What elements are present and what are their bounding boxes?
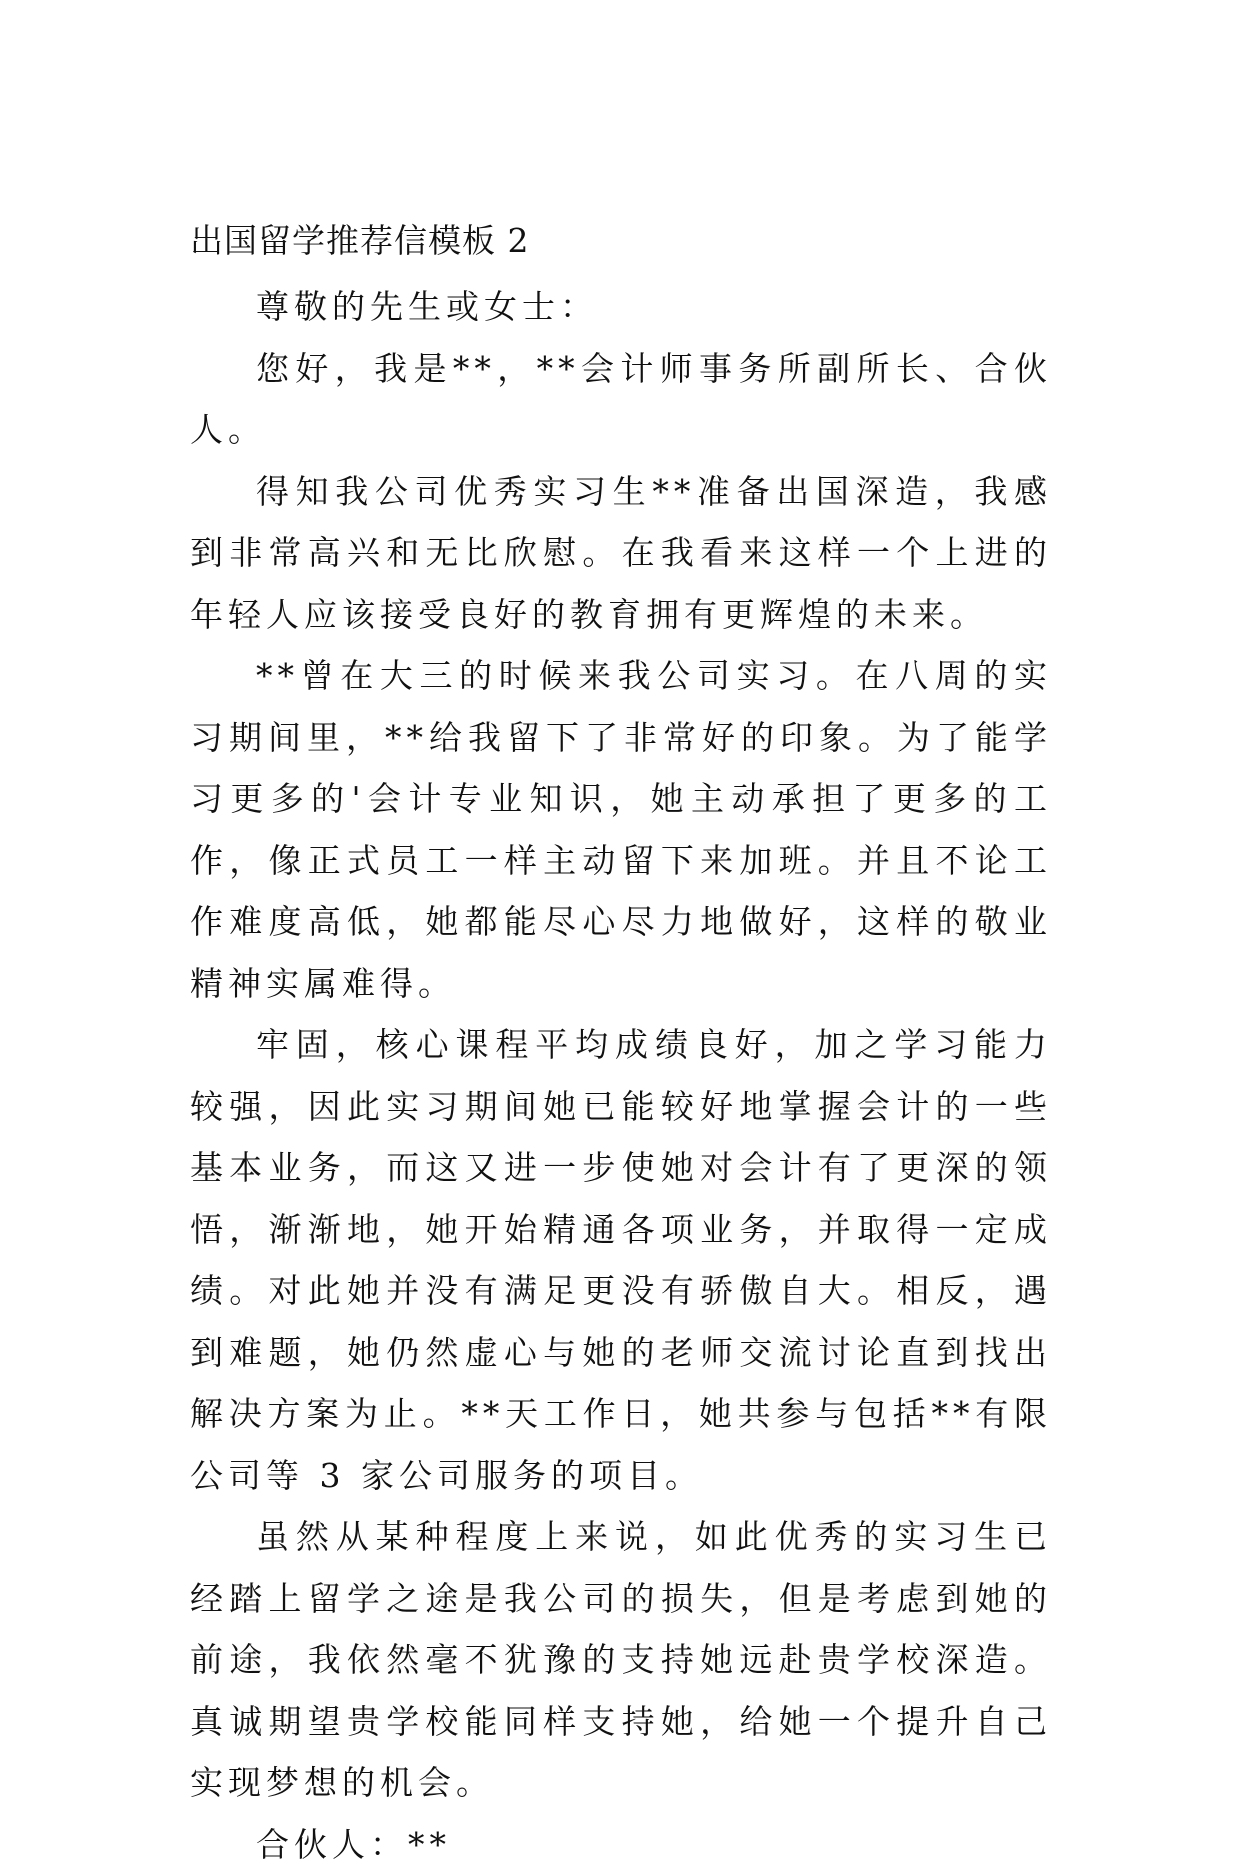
salutation: 尊敬的先生或女士： bbox=[190, 276, 1052, 338]
performance-paragraph: 牢固，核心课程平均成绩良好，加之学习能力较强，因此实习期间她已能较好地掌握会计的一些基本业务，而这又进一步使她对会计有了更深的领悟，渐渐地，她开始精通各项业务，并取得一定成绩。对此她并没有满足更没有骄傲自大。相反，遇到难题，她仍然虚心与她的老师交流讨论直到找出解决方案为止。**天工作日，她共参与包括**有限公司等 3 家公司服务的项目。 bbox=[190, 1014, 1052, 1506]
signature: 合伙人：** bbox=[190, 1814, 1052, 1875]
letter-body bbox=[190, 276, 1052, 1875]
intro-paragraph: 得知我公司优秀实习生**准备出国深造，我感到非常高兴和无比欣慰。在我看来这样一个上进的年轻人应该接受良好的教育拥有更辉煌的未来。 bbox=[190, 461, 1052, 646]
internship-paragraph: **曾在大三的时候来我公司实习。在八周的实习期间里，**给我留下了非常好的印象。为了能学习更多的'会计专业知识，她主动承担了更多的工作，像正式员工一样主动留下来加班。并且不论工作难度高低，她都能尽心尽力地做好，这样的敬业精神实属难得。 bbox=[190, 645, 1052, 1014]
greeting-paragraph: 您好，我是**，**会计师事务所副所长、合伙人。 bbox=[190, 338, 1052, 461]
document-title: 出国留学推荐信模板 2 bbox=[190, 219, 530, 263]
recommendation-paragraph: 虽然从某种程度上来说，如此优秀的实习生已经踏上留学之途是我公司的损失，但是考虑到她的前途，我依然毫不犹豫的支持她远赴贵学校深造。真诚期望贵学校能同样支持她，给她一个提升自己实现梦想的机会。 bbox=[190, 1506, 1052, 1814]
